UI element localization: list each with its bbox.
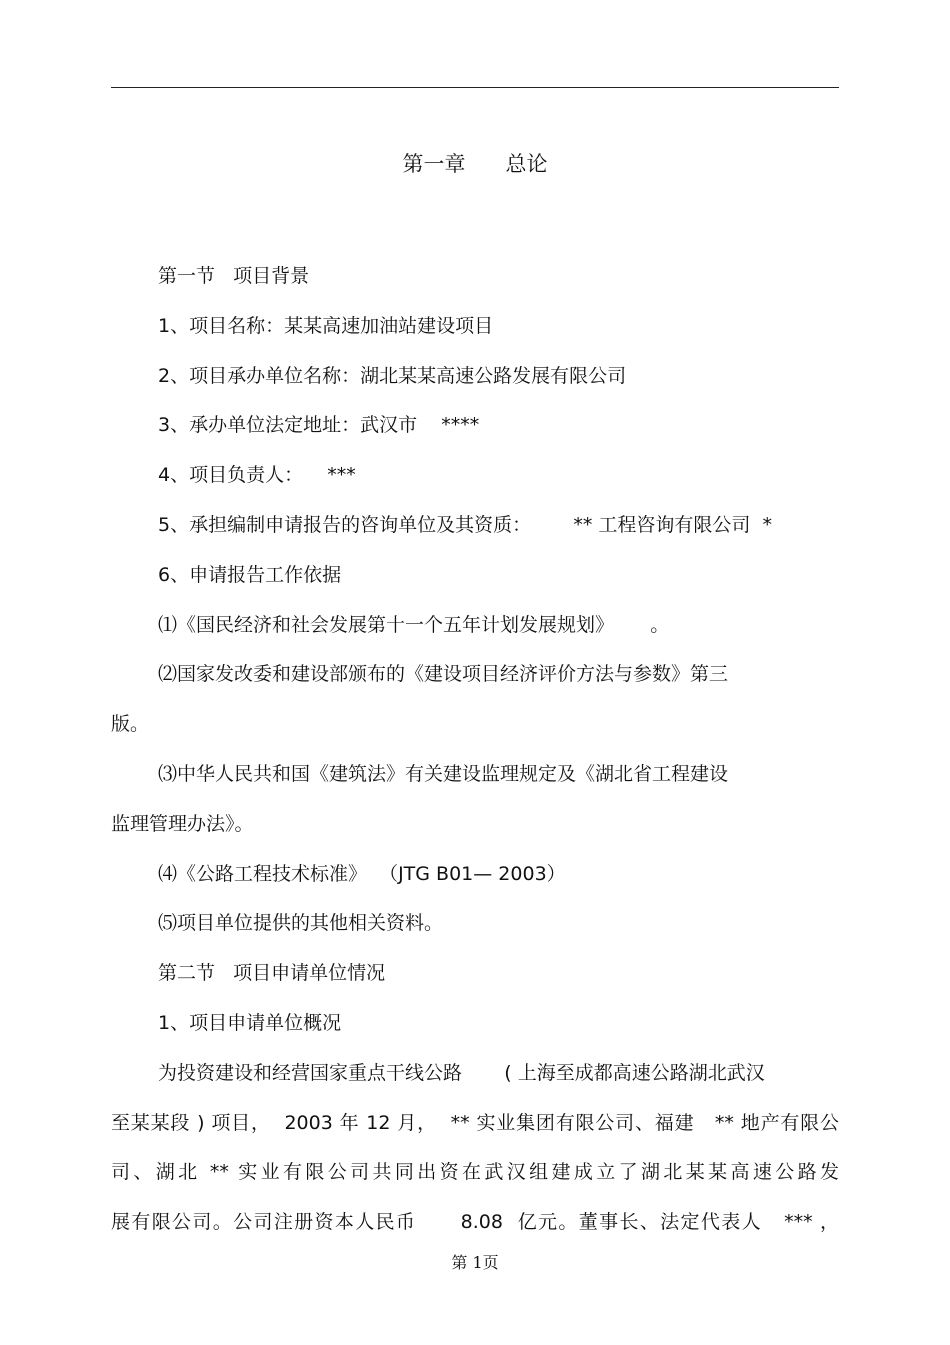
- basis-item-5: ⑸项目单位提供的其他相关资料。: [158, 912, 444, 935]
- paragraph-line-3: 司、湖北 ** 实业有限公司共同出资在武汉组建成立了湖北某某高速公路发: [111, 1161, 839, 1184]
- basis-item-2: ⑵国家发改委和建设部颁布的《建设项目经济评价方法与参数》第三: [158, 663, 729, 686]
- chapter-title: 第一章 总论: [402, 152, 548, 176]
- basis-item-3-cont: 监理管理办法》。: [111, 812, 254, 835]
- item-project-name: 1、项目名称：某某高速加油站建设项目: [158, 314, 494, 337]
- item-consulting-unit: 5、承担编制申请报告的咨询单位及其资质： ** 工程咨询有限公司 *: [158, 513, 772, 536]
- item-applicant-overview: 1、项目申请单位概况: [158, 1011, 342, 1034]
- item-organizer-name: 2、项目承办单位名称：湖北某某高速公路发展有限公司: [158, 364, 627, 387]
- paragraph-line-2: 至某某段 ) 项目， 2003 年 12 月， ** 实业集团有限公司、福建 ** 地产有限公: [111, 1111, 839, 1134]
- page-number: 第 1页: [451, 1253, 499, 1272]
- body-text: [111, 252, 839, 1248]
- item-legal-address: 3、承办单位法定地址：武汉市 ****: [158, 414, 480, 437]
- paragraph-line-1: 为投资建设和经营国家重点干线公路 ( 上海至成都高速公路湖北武汉: [158, 1061, 765, 1084]
- basis-item-1: ⑴《国民经济和社会发展第十一个五年计划发展规划》 。: [158, 613, 670, 636]
- basis-item-2-cont: 版。: [111, 713, 150, 736]
- item-basis-heading: 6、申请报告工作依据: [158, 563, 342, 586]
- paragraph-line-4: 展有限公司。公司注册资本人民币 8.08 亿元。董事长、法定代表人 *** ，: [111, 1211, 839, 1234]
- header-rule: [111, 87, 839, 88]
- basis-item-3: ⑶中华人民共和国《建筑法》有关建设监理规定及《湖北省工程建设: [158, 762, 729, 785]
- section-heading-2: 第二节 项目申请单位情况: [158, 962, 386, 985]
- basis-item-4: ⑷《公路工程技术标准》 （JTG B01— 2003）: [158, 862, 566, 885]
- item-project-leader: 4、项目负责人： ***: [158, 464, 356, 487]
- section-heading-1: 第一节 项目背景: [158, 265, 310, 287]
